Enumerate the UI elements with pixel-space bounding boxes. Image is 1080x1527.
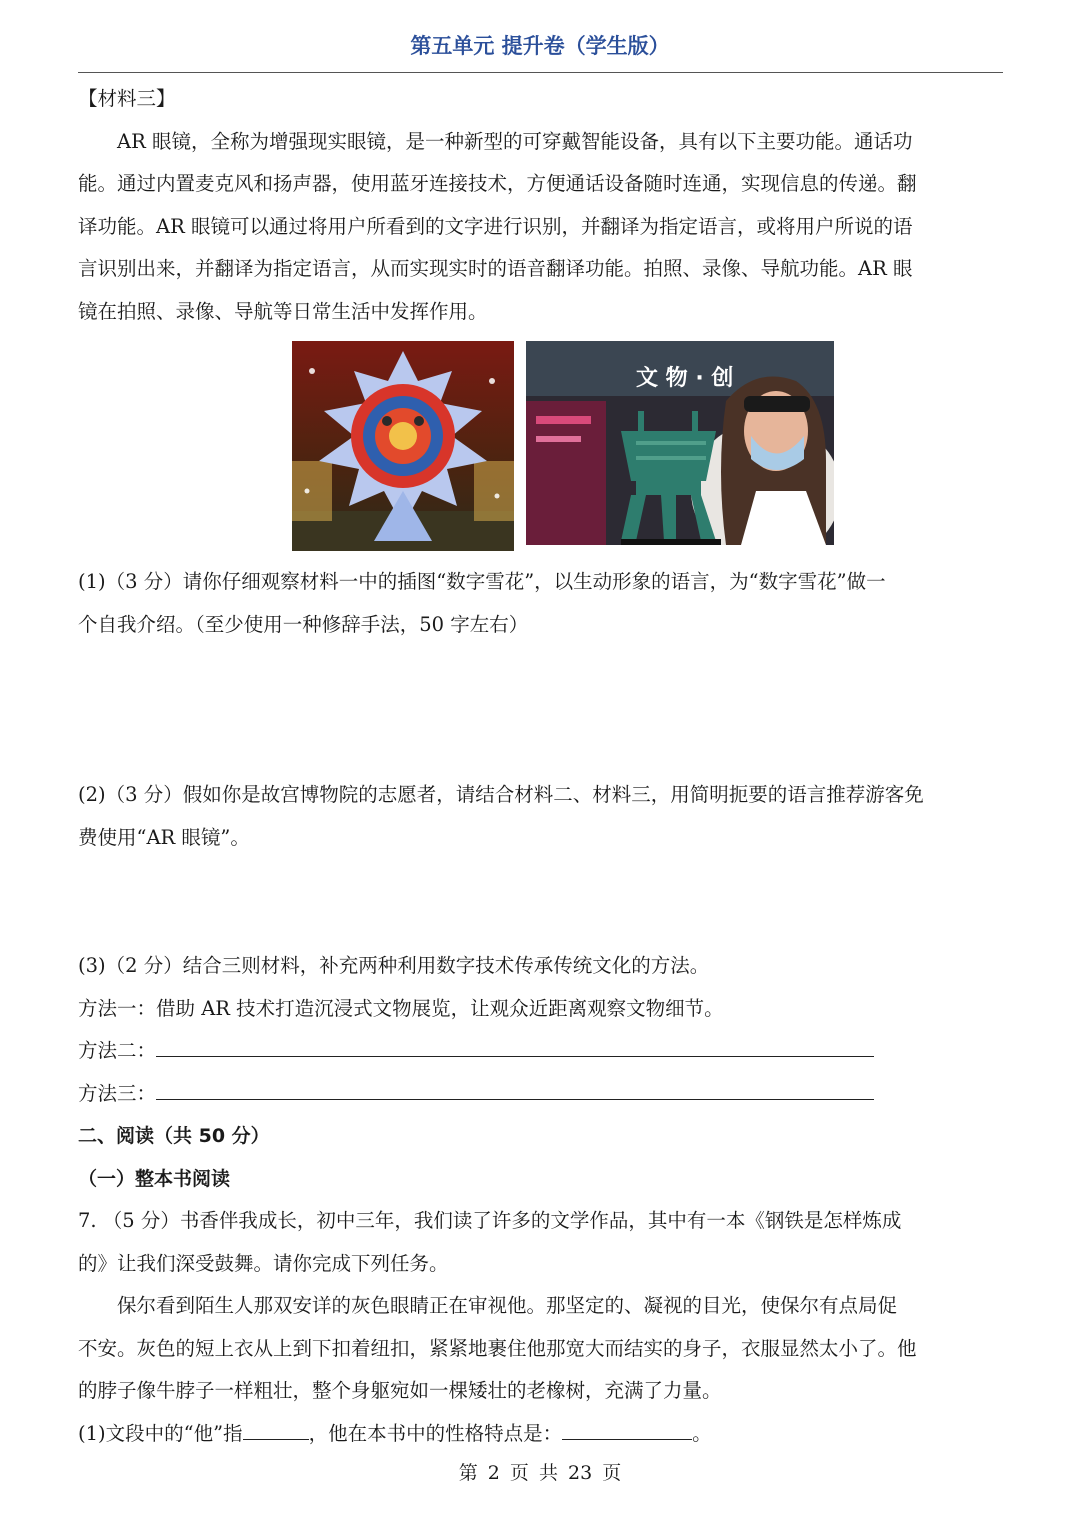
material3-line-2: 能。通过内置麦克风和扬声器，使用蓝牙连接技术，方便通话设备随时连通，实现信息的传递。翻 xyxy=(78,172,917,195)
page-header-title: 第五单元 提升卷（学生版） xyxy=(410,34,670,58)
q1-line-2: 个自我介绍。（至少使用一种修辞手法，50 字左右） xyxy=(78,612,529,636)
footer-total-pages: 23 xyxy=(568,1462,593,1484)
exhibit-sign-text: 文 物 · 创 xyxy=(636,366,734,391)
q7-passage-line-2: 不安。灰色的短上衣从上到下扣着纽扣，紧紧地裹住他那宽大而结实的身子，衣服显然太小了。他 xyxy=(78,1336,917,1360)
material3-line-5: 镜在拍照、录像、导航等日常生活中发挥作用。 xyxy=(78,299,488,323)
q3-method-2-label: 方法二： xyxy=(78,1039,157,1062)
q3-method-2-blank[interactable] xyxy=(156,1036,874,1057)
footer-text-1: 第 xyxy=(458,1462,478,1484)
material3-line-4: 言识别出来，并翻译为指定语言，从而实现实时的语音翻译功能。拍照、录像、导航功能。AR 眼 xyxy=(78,257,913,280)
q3-method-3-row xyxy=(78,1073,1003,1116)
q7-sub-q1-blank-1[interactable] xyxy=(243,1419,309,1440)
q7-sub-q1-blank-2[interactable] xyxy=(562,1419,692,1440)
material3-line-3: 译功能。AR 眼镜可以通过将用户所看到的文字进行识别，并翻译为指定语言，或将用户所说的语 xyxy=(78,214,913,238)
q7-line-2: 的》让我们深受鼓舞。请你完成下列任务。 xyxy=(78,1251,449,1275)
footer-text-2: 页 xyxy=(509,1462,529,1484)
material3-line-1: AR 眼镜，全称为增强现实眼镜，是一种新型的可穿戴智能设备，具有以下主要功能。通话功 xyxy=(117,129,913,153)
q7-sub-q1-text-c: 。 xyxy=(692,1421,712,1445)
footer-page-number: 2 xyxy=(487,1462,500,1484)
ar-glasses-museum-image xyxy=(526,341,834,545)
header-divider xyxy=(78,72,1003,73)
q7-passage-line-1: 保尔看到陌生人那双安详的灰色眼睛正在审视他。那坚定的、凝视的目光，使保尔有点局促 xyxy=(117,1294,898,1317)
digital-snowflake-image xyxy=(292,341,514,551)
q1-answer-space[interactable] xyxy=(78,646,1003,774)
page-footer xyxy=(0,1458,1080,1485)
q2-line-2: 费使用“AR 眼镜”。 xyxy=(78,825,250,849)
q3-method-2-row xyxy=(78,1030,1003,1073)
q2-line-1: (2)（3 分）假如你是故宫博物院的志愿者，请结合材料二、材料三，用简明扼要的语言推荐游客免 xyxy=(78,783,924,806)
q3-line-1: (3)（2 分）结合三则材料，补充两种利用数字技术传承传统文化的方法。 xyxy=(78,954,710,977)
page-content xyxy=(78,78,1003,1455)
q7-passage-line-3: 的脖子像牛脖子一样粗壮，整个身躯宛如一棵矮壮的老橡树，充满了力量。 xyxy=(78,1379,722,1402)
q3-method-3-blank[interactable] xyxy=(156,1079,874,1100)
q7-sub-q1-row xyxy=(78,1413,1003,1456)
footer-text-4: 页 xyxy=(602,1462,622,1484)
q7-sub-q1-text-a: (1)文段中的“他”指 xyxy=(78,1421,243,1445)
q3-method-3-label: 方法三： xyxy=(78,1081,157,1105)
q3-method-1: 方法一：借助 AR 技术打造沉浸式文物展览，让观众近距离观察文物细节。 xyxy=(78,996,724,1020)
footer-text-3: 共 xyxy=(538,1462,558,1484)
q7-line-1: 7. （5 分）书香伴我成长，初中三年，我们读了许多的文学作品，其中有一本《钢铁是怎样炼成 xyxy=(78,1209,902,1232)
q1-line-1: (1)（3 分）请你仔细观察材料一中的插图“数字雪花”，以生动形象的语言，为“数字雪花”做一 xyxy=(78,570,886,593)
figure-row xyxy=(292,341,1003,551)
q7-sub-q1-text-b: ，他在本书中的性格特点是： xyxy=(308,1421,563,1445)
q2-answer-space[interactable] xyxy=(78,859,1003,945)
section-2-title: 二、阅读（共 50 分） xyxy=(78,1125,270,1147)
material3-heading: 【材料三】 xyxy=(78,87,176,110)
section-2-subtitle: （一）整本书阅读 xyxy=(78,1167,231,1190)
